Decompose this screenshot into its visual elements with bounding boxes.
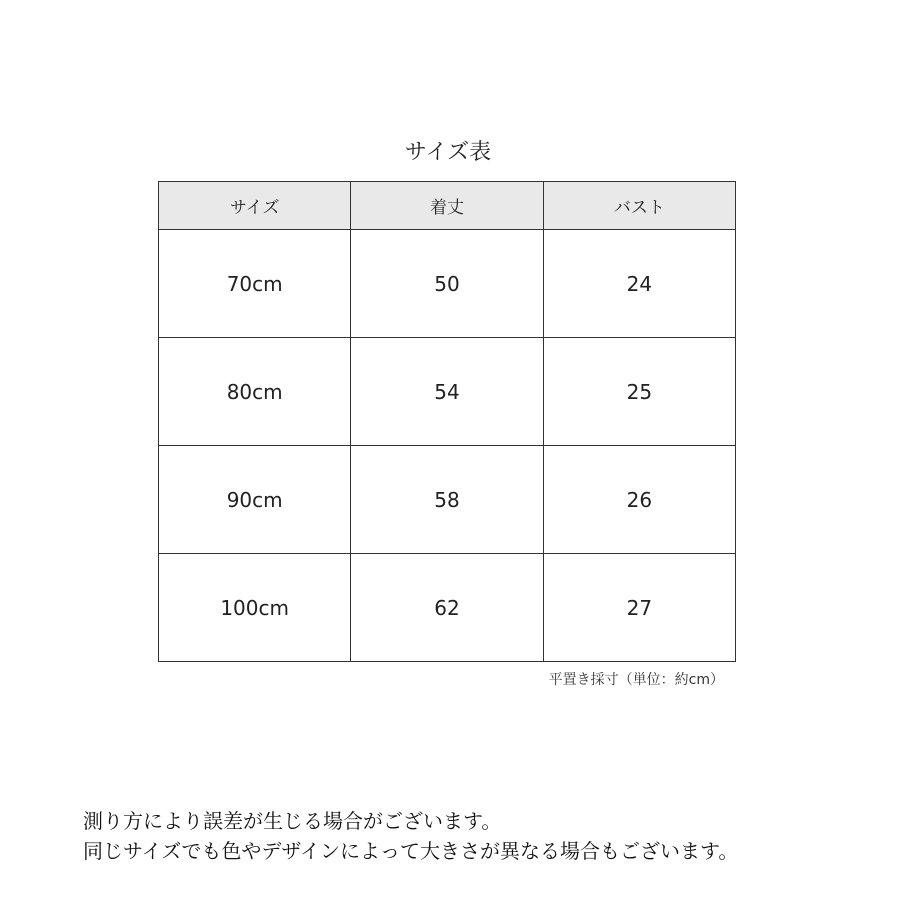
cell-size: 90cm xyxy=(159,446,351,554)
column-header-bust: バスト xyxy=(543,182,735,230)
cell-length: 58 xyxy=(351,446,543,554)
cell-bust: 25 xyxy=(543,338,735,446)
table-row xyxy=(159,554,736,662)
table-row xyxy=(159,230,736,338)
disclaimer-line-1: 測り方により誤差が生じる場合がございます。 xyxy=(83,809,502,833)
cell-length: 50 xyxy=(351,230,543,338)
cell-bust: 24 xyxy=(543,230,735,338)
cell-length: 54 xyxy=(351,338,543,446)
column-header-length: 着丈 xyxy=(351,182,543,230)
size-table xyxy=(158,181,736,662)
measurement-note: 平置き採寸（単位：約cm） xyxy=(548,672,724,688)
disclaimer xyxy=(83,806,738,866)
disclaimer-line-2: 同じサイズでも色やデザインによって大きさが異なる場合もございます。 xyxy=(83,839,739,863)
table-header-row xyxy=(159,182,736,230)
cell-size: 100cm xyxy=(159,554,351,662)
table-row xyxy=(159,446,736,554)
page-title: サイズ表 xyxy=(404,140,492,165)
cell-length: 62 xyxy=(351,554,543,662)
cell-size: 70cm xyxy=(159,230,351,338)
cell-bust: 26 xyxy=(543,446,735,554)
cell-bust: 27 xyxy=(543,554,735,662)
cell-size: 80cm xyxy=(159,338,351,446)
column-header-size: サイズ xyxy=(159,182,351,230)
table-row xyxy=(159,338,736,446)
